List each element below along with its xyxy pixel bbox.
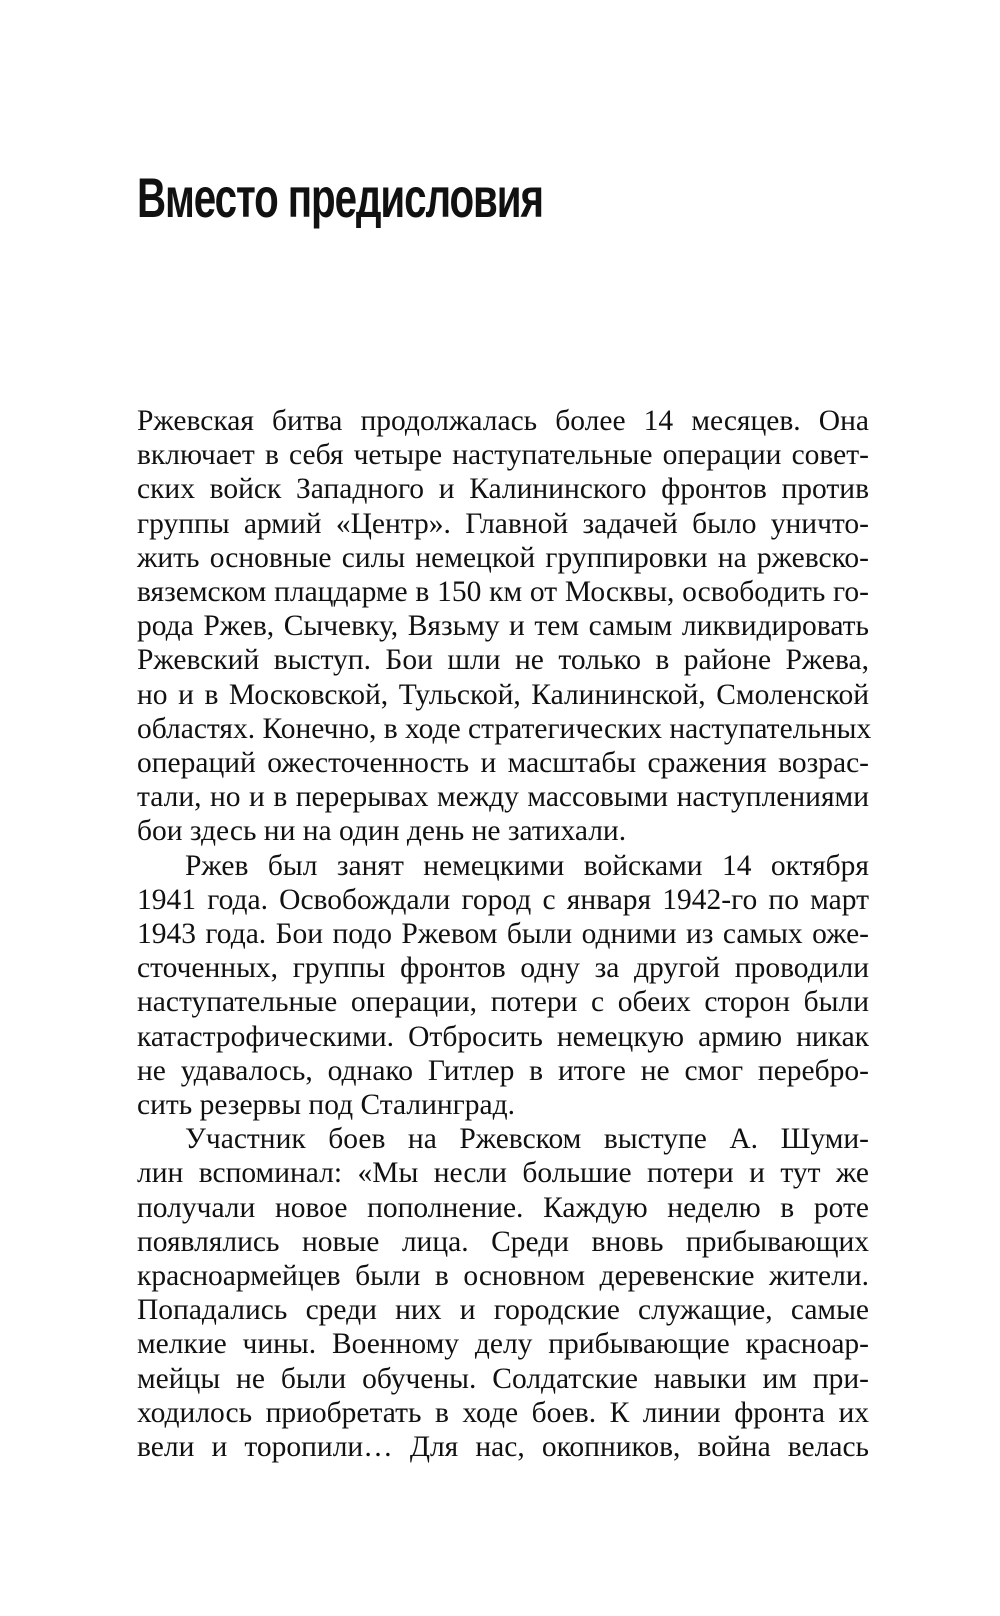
text-line: лин вспоминал: «Мы несли большие потери и тут же: [137, 1157, 869, 1190]
text-line: Попадались среди них и городские служащие, самые: [137, 1294, 869, 1327]
text-line: 1943 года. Бои подо Ржевом были одними из самых оже-: [137, 918, 869, 951]
text-line: 1941 года. Освобождали город с января 1942-го по март: [137, 883, 869, 916]
paragraph-1: [137, 404, 872, 849]
text-line: Ржевская битва продолжалась более 14 месяцев. Она: [137, 405, 869, 437]
text-line: тали, но и в перерывах между массовыми наступлениями: [137, 781, 869, 814]
chapter-body: [137, 404, 872, 1464]
text-line: не удавалось, однако Гитлер в итоге не смог перебро-: [137, 1054, 869, 1087]
text-line: появлялись новые лица. Среди вновь прибывающих: [137, 1225, 869, 1258]
text-line: вели и торопили… Для нас, окопников, война велась: [137, 1431, 869, 1464]
text-line: катастрофическими. Отбросить немецкую армию никак: [137, 1020, 869, 1053]
text-line: наступательные операции, потери с обеих сторон были: [137, 986, 869, 1019]
text-line: включает в себя четыре наступательные операции совет-: [137, 439, 869, 472]
text-line: ходилось приобретать в ходе боев. К линии фронта их: [137, 1396, 869, 1429]
text-line: красноармейцев были в основном деревенские жители.: [137, 1260, 869, 1293]
text-line: ских войск Западного и Калининского фронтов против: [137, 473, 869, 506]
text-line: бои здесь ни на один день не затихали.: [137, 815, 627, 848]
text-line: Участник боев на Ржевском выступе А. Шуми-: [185, 1123, 869, 1156]
chapter-title: Вместо предисловия: [137, 166, 543, 229]
text-line: операций ожесточенность и масштабы сражения возрас-: [137, 747, 869, 780]
text-line: группы армий «Центр». Главной задачей было уничто-: [137, 507, 869, 540]
text-line: мейцы не были обучены. Солдатские навыки им при-: [137, 1362, 869, 1395]
text-line: областях. Конечно, в ходе стратегических наступательных: [137, 712, 872, 745]
text-line: вяземском плацдарме в 150 км от Москвы, освободить го-: [137, 576, 869, 609]
paragraph-2: [137, 849, 869, 1123]
text-line: Ржев был занят немецкими войсками 14 октября: [185, 849, 869, 882]
text-line: Ржевский выступ. Бои шли не только в районе Ржева,: [137, 644, 869, 677]
text-line: мелкие чины. Военному делу прибывающие красноар-: [137, 1328, 869, 1361]
text-line: жить основные силы немецкой группировки на ржевско-: [137, 541, 869, 574]
text-line: получали новое пополнение. Каждую неделю в роте: [137, 1191, 869, 1224]
text-line: сить резервы под Сталинград.: [137, 1089, 516, 1122]
paragraph-3: [137, 1122, 869, 1464]
text-line: сточенных, группы фронтов одну за другой проводили: [137, 952, 869, 985]
text-line: но и в Московской, Тульской, Калининской, Смоленской: [137, 678, 869, 711]
text-line: рода Ржев, Сычевку, Вязьму и тем самым ликвидировать: [137, 610, 869, 643]
